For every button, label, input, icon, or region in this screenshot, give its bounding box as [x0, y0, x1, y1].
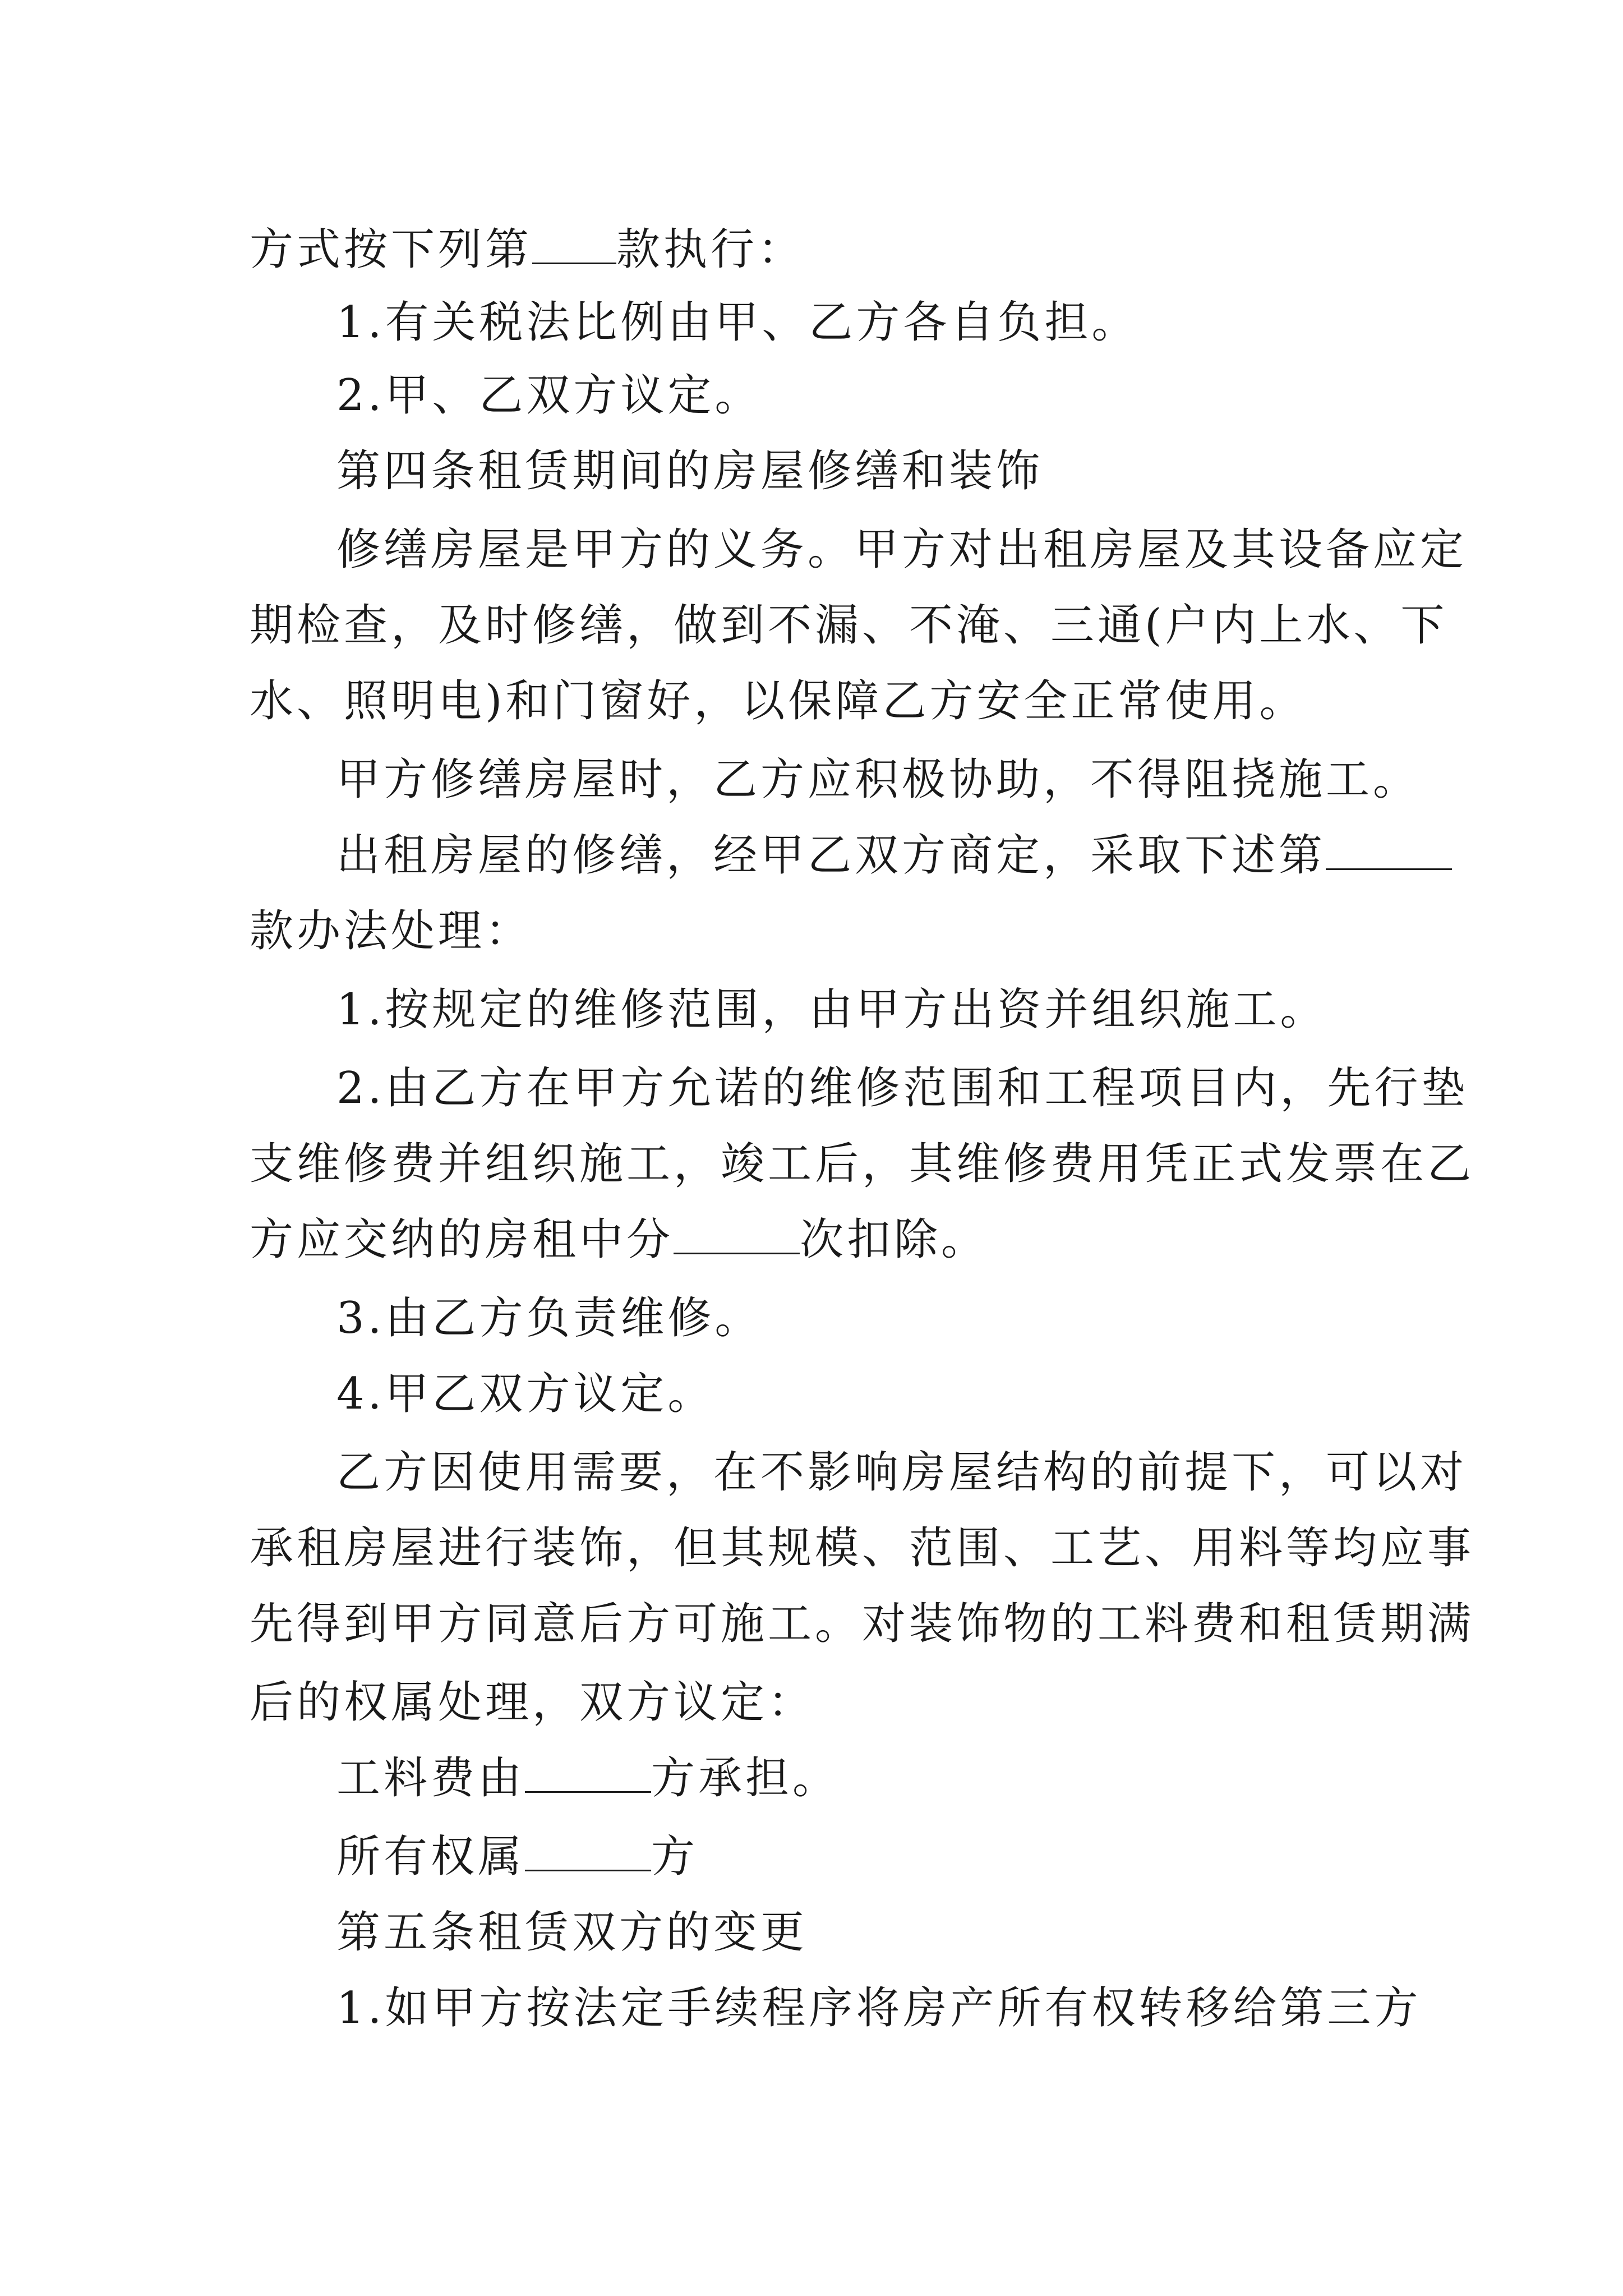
text-line: 承租房屋进行装饰，但其规模、范围、工艺、用料等均应事: [250, 1523, 1475, 1573]
text-line: 后的权属处理，双方议定：: [250, 1677, 815, 1728]
text-segment: 出租房屋的修缮，经甲乙双方商定，采取下述第: [336, 830, 1326, 881]
text-line: [336, 1750, 1394, 1806]
text-line: 乙方因使用需要，在不影响房屋结构的前提下，可以对: [336, 1447, 1468, 1498]
text-line: 款办法处理：: [250, 906, 533, 956]
fill-in-blank: [674, 1213, 800, 1254]
text-line: 3.由乙方负责维修。: [336, 1293, 762, 1343]
text-line: 1.按规定的维修范围，由甲方出资并组织施工。: [336, 984, 1327, 1035]
text-line: 支维修费并组织施工，竣工后，其维修费用凭正式发票在乙: [250, 1139, 1475, 1189]
text-line: 甲方修缮房屋时，乙方应积极协助，不得阻挠施工。: [336, 754, 1421, 805]
text-line: 期检查，及时修缮，做到不漏、不淹、三通(户内上水、下: [250, 600, 1448, 651]
text-line: [336, 1829, 1394, 1885]
text-line: [250, 1212, 1394, 1268]
text-segment: 方式按下列第: [250, 224, 533, 275]
fill-in-blank: [1326, 829, 1452, 870]
text-segment: 工料费由: [336, 1753, 525, 1803]
text-segment: 款执行：: [616, 224, 805, 275]
text-line: 4.甲乙双方议定。: [336, 1369, 715, 1419]
text-segment: 所有权属: [336, 1832, 525, 1882]
text-line: 修缮房屋是甲方的义务。甲方对出租房屋及其设备应定: [336, 524, 1468, 575]
fill-in-blank: [525, 1830, 651, 1871]
text-line: 先得到甲方同意后方可施工。对装饰物的工料费和租赁期满: [250, 1599, 1475, 1649]
text-line: [250, 222, 1394, 278]
text-line: 2.甲、乙双方议定。: [336, 370, 762, 421]
text-line: 水、照明电)和门窗好，以保障乙方安全正常使用。: [250, 676, 1307, 726]
text-segment: 方应交纳的房租中分: [250, 1214, 674, 1265]
text-segment: 方承担。: [651, 1753, 840, 1803]
fill-in-blank: [532, 223, 616, 264]
fill-in-blank: [525, 1752, 651, 1793]
text-line: [336, 827, 1394, 884]
text-segment: 方: [651, 1832, 699, 1882]
section-heading: 第四条租赁期间的房屋修缮和装饰: [336, 446, 1044, 496]
text-line: 2.由乙方在甲方允诺的维修范围和工程项目内，先行垫: [336, 1063, 1469, 1114]
section-heading: 第五条租赁双方的变更: [336, 1907, 808, 1958]
text-line: 1.如甲方按法定手续程序将房产所有权转移给第三方: [336, 1983, 1422, 2033]
text-line: 1.有关税法比例由甲、乙方各自负担。: [336, 297, 1139, 348]
text-segment: 次扣除。: [800, 1214, 989, 1265]
